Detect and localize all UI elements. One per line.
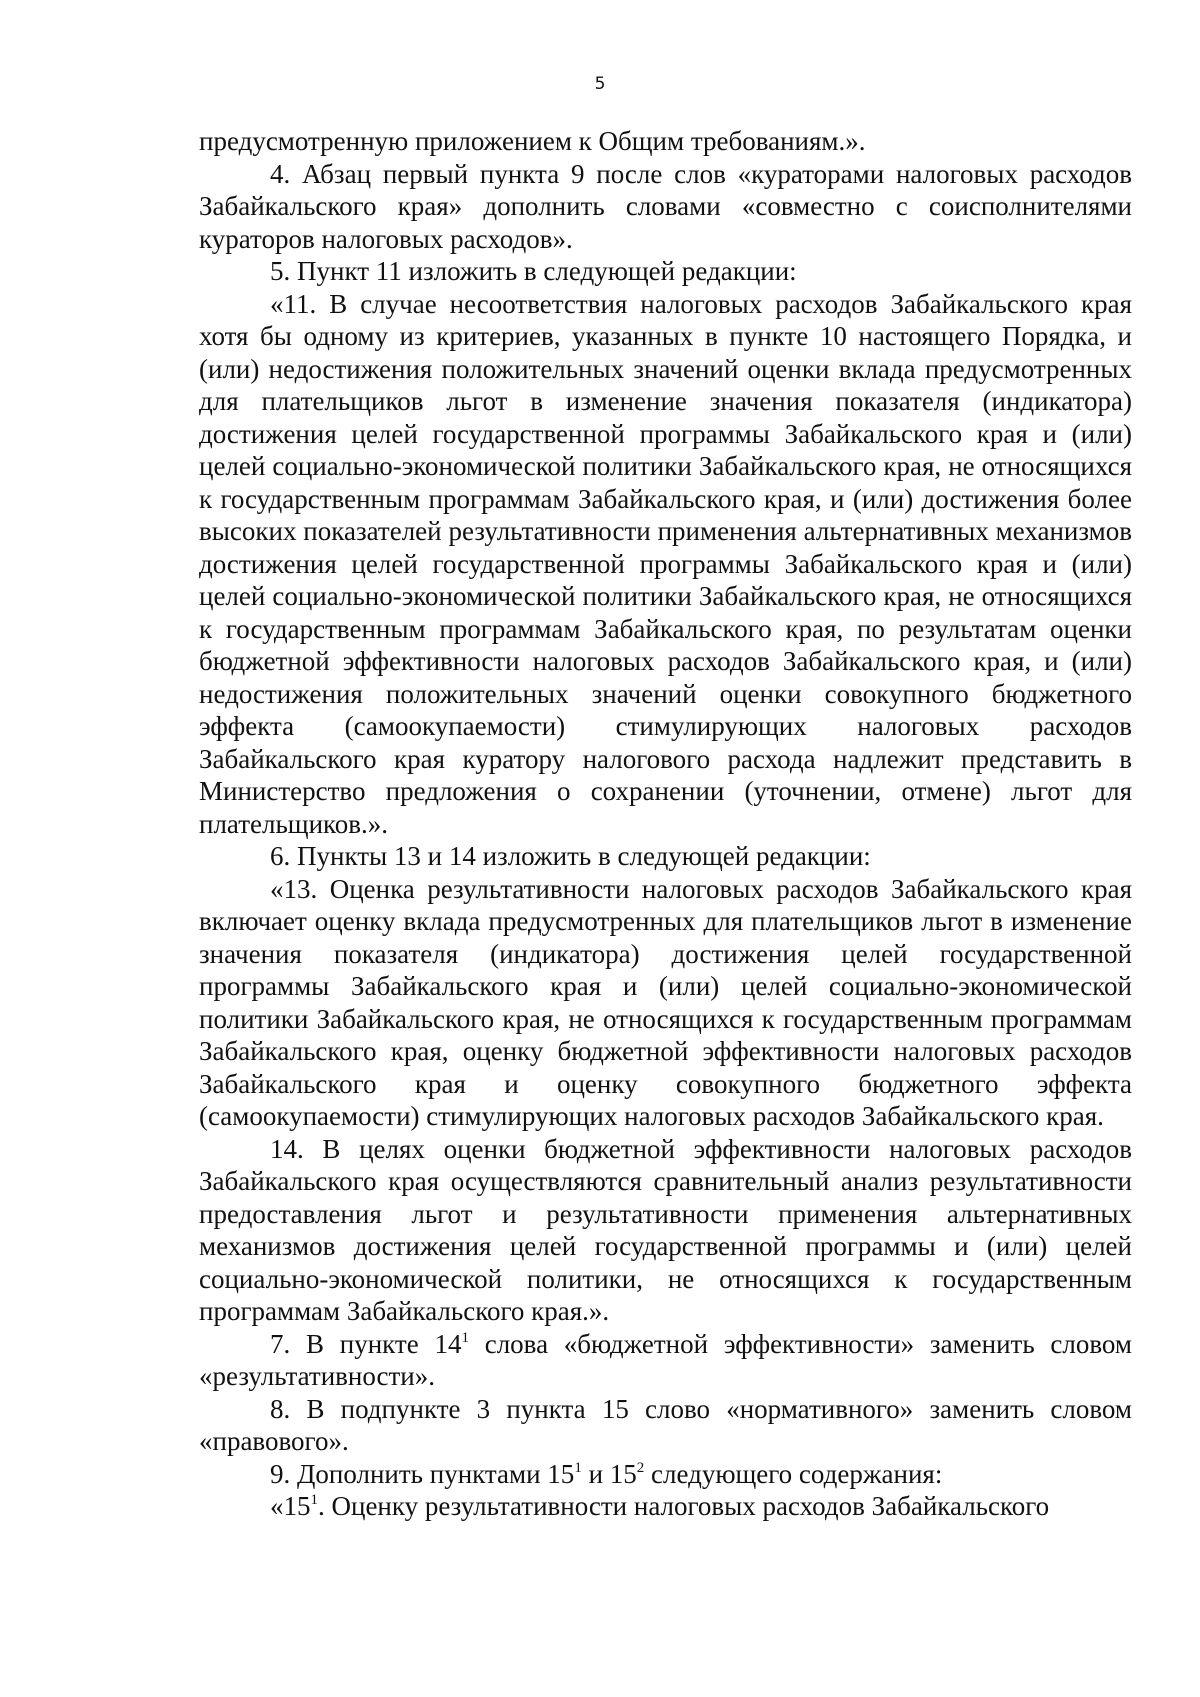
paragraph-item-5: 5. Пункт 11 изложить в следующей редакции:: [270, 256, 797, 286]
item-9-text-part1: 9. Дополнить пунктами 15: [270, 1458, 575, 1489]
paragraph-item-7: [199, 1328, 1132, 1393]
item-7-text-after: слова «бюджетной эффективности» заменить словом «результативности».: [199, 1328, 1132, 1391]
paragraph-continuation: предусмотренную приложением к Общим требованиям.».: [199, 126, 866, 156]
item-9-text-part3: следующего содержания:: [644, 1458, 943, 1489]
item-9-superscript-2: 2: [636, 1459, 645, 1476]
paragraph-point-11: «11. В случае несоответствия налоговых расходов Забайкальского края хотя бы одному из критериев, указанных в пункте 10 настоящего Порядка, и (или) недостижения положительных значений оценки вклада предусмотренных для плательщиков льгот в изменение значения показателя (индикатора) достижения целей государственной программы Забайкальского края и (или) целей социально-экономической политики Забайкальского края, не относящихся к государственным программам Забайкальского края, и (или) достижения более высоких показателей результативности применения альтернативных механизмов достижения целей государственной программы Забайкальского края и (или) целей социально-экономической политики Забайкальского края, не относящихся к государственным программам Забайкальского края, по результатам оценки бюджетной эффективности налоговых расходов Забайкальского края, и (или) недостижения положительных значений оценки совокупного бюджетного эффекта (самоокупаемости) стимулирующих налоговых расходов Забайкальского края куратору налогового расхода надлежит представить в Министерство предложения о сохранении (уточнении, отмене) льгот для плательщиков.».: [199, 288, 1132, 839]
page-number: 5: [594, 74, 606, 94]
paragraph-item-9: [199, 1458, 1132, 1491]
point-15-1-text-after: . Оценку результативности налоговых расходов Забайкальского: [318, 1491, 1050, 1521]
document-body: [199, 125, 1132, 1523]
paragraph-item-6: 6. Пункты 13 и 14 изложить в следующей редакции:: [270, 841, 871, 871]
paragraph-point-13: «13. Оценка результативности налоговых расходов Забайкальского края включает оценку вклада предусмотренных для плательщиков льгот в изменение значения показателя (индикатора) достижения целей государственной программы Забайкальского края и (или) целей социально-экономической политики Забайкальского края, не относящихся к государственным программам Забайкальского края, оценку бюджетной эффективности налоговых расходов Забайкальского края и оценку совокупного бюджетного эффекта (самоокупаемости) стимулирующих налоговых расходов Забайкальского края.: [199, 873, 1132, 1131]
item-7-text-before: 7. В пункте 14: [270, 1328, 462, 1359]
point-15-1-text-before: «15: [270, 1491, 311, 1521]
paragraph-point-15-1: [199, 1490, 1132, 1523]
item-9-text-part2: и 15: [581, 1458, 637, 1489]
paragraph-item-4: 4. Абзац первый пункта 9 после слов «кураторами налоговых расходов Забайкальского края» дополнить словами «совместно с соисполнителями кураторов налоговых расходов».: [199, 158, 1132, 254]
item-9-superscript-1: 1: [574, 1459, 582, 1476]
point-15-1-superscript: 1: [310, 1492, 318, 1508]
paragraph-point-14: 14. В целях оценки бюджетной эффективности налоговых расходов Забайкальского края осуществляются сравнительный анализ результативности предоставления льгот и результативности применения альтернативных механизмов достижения целей государственной программы и (или) целей социально-экономической политики, не относящихся к государственным программам Забайкальского края.».: [199, 1133, 1132, 1326]
item-7-superscript: 1: [461, 1329, 469, 1346]
paragraph-item-8: 8. В подпункте 3 пункта 15 слово «нормативного» заменить словом «правового».: [199, 1393, 1132, 1456]
